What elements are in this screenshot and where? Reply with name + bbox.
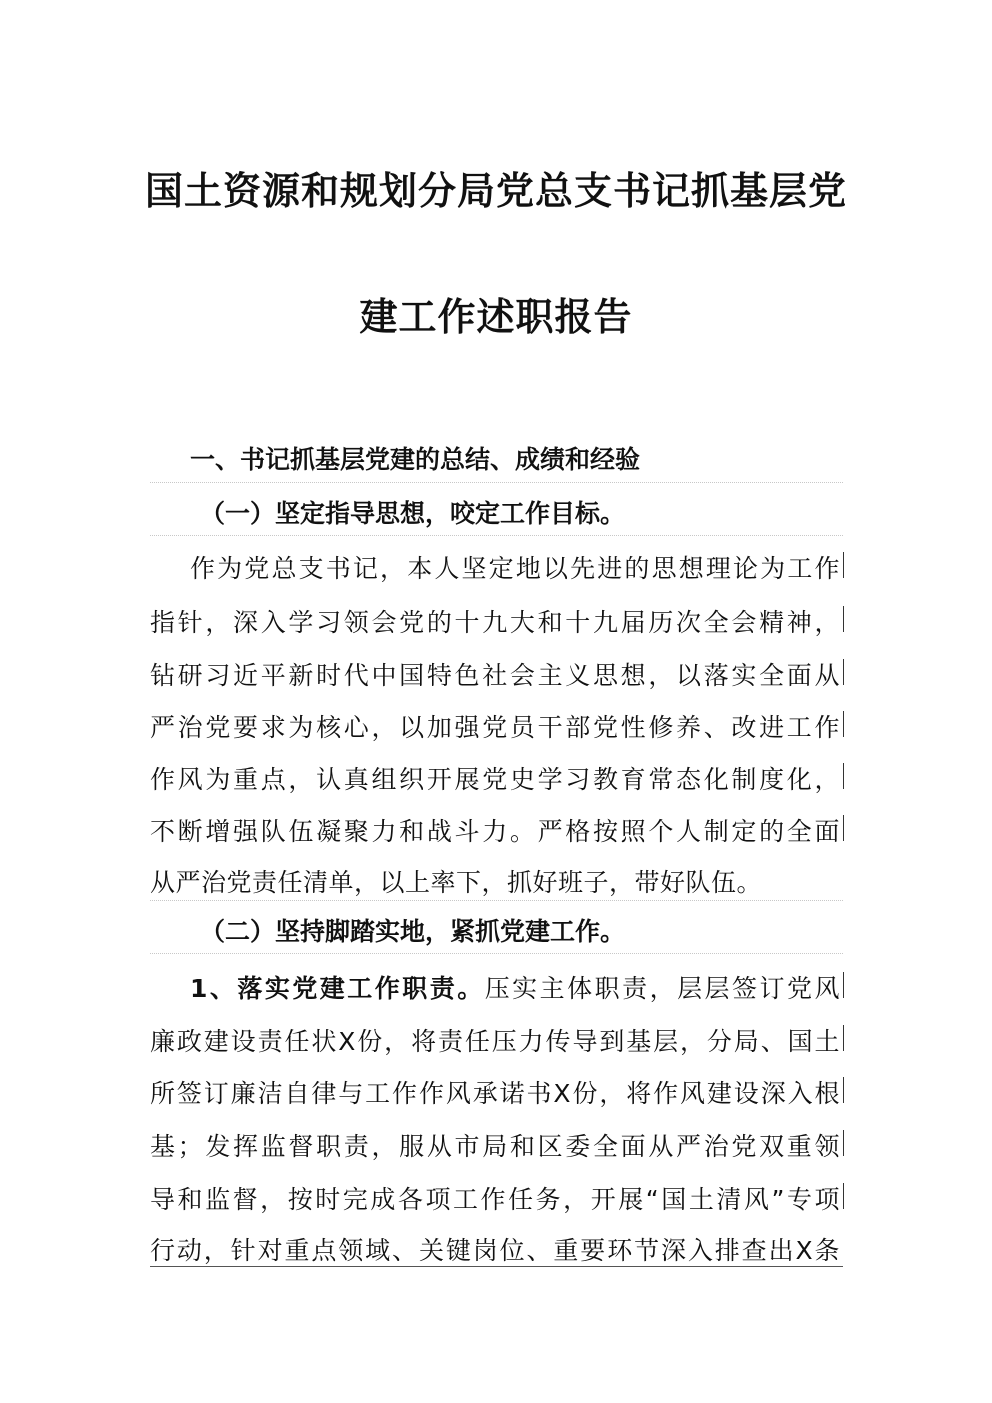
margin-bar xyxy=(843,552,844,578)
paragraph-line: 作为党总支书记，本人坚定地以先进的思想理论为工作 xyxy=(190,554,840,583)
page-bottom-rule xyxy=(150,1266,843,1267)
margin-bar xyxy=(843,763,844,789)
margin-bar xyxy=(843,1130,844,1156)
paragraph-line: 所签订廉洁自律与工作作风承诺书X份，将作风建设深入根 xyxy=(150,1079,840,1108)
paragraph-line: 严治党要求为核心，以加强党员干部党性修养、改进工作 xyxy=(150,713,840,742)
margin-bar xyxy=(843,659,844,685)
paragraph-line: 不断增强队伍凝聚力和战斗力。严格按照个人制定的全面 xyxy=(150,817,840,846)
margin-bar xyxy=(843,1183,844,1209)
paragraph-line: 钻研习近平新时代中国特色社会主义思想，以落实全面从 xyxy=(150,661,840,690)
paragraph-line: 从严治党责任清单，以上率下，抓好班子，带好队伍。 xyxy=(150,868,763,897)
subsection-heading-1: （一）坚定指导思想，咬定工作目标。 xyxy=(200,499,626,528)
paragraph-line: 指针，深入学习领会党的十九大和十九届历次全会精神， xyxy=(150,608,840,637)
margin-bar xyxy=(843,606,844,632)
document-title-line-1: 国土资源和规划分局党总支书记抓基层党 xyxy=(144,169,847,213)
item-text: 压实主体职责，层层签订党风 xyxy=(484,974,840,1003)
paragraph-line: 行动，针对重点领域、关键岗位、重要环节深入排查出X条 xyxy=(150,1236,840,1265)
section-heading: 一、书记抓基层党建的总结、成绩和经验 xyxy=(190,445,641,474)
item-lead: 1、落实党建工作职责。 xyxy=(190,974,485,1003)
subsection-heading-2: （二）坚持脚踏实地，紧抓党建工作。 xyxy=(200,917,626,946)
paragraph-line: 作风为重点，认真组织开展党史学习教育常态化制度化， xyxy=(150,765,840,794)
divider xyxy=(150,953,843,954)
margin-bar xyxy=(843,972,844,998)
paragraph-line: 廉政建设责任状X份，将责任压力传导到基层，分局、国土 xyxy=(150,1027,840,1056)
margin-bar xyxy=(843,711,844,737)
margin-bar xyxy=(843,815,844,841)
divider xyxy=(150,482,843,483)
paragraph-line: 导和监督，按时完成各项工作任务，开展“国土清风”专项 xyxy=(150,1185,840,1214)
divider xyxy=(150,535,843,536)
margin-bar xyxy=(843,1077,844,1103)
paragraph-line xyxy=(190,969,840,1005)
paragraph-line: 基；发挥监督职责，服从市局和区委全面从严治党双重领 xyxy=(150,1132,840,1161)
document-title-line-2: 建工作述职报告 xyxy=(359,295,633,339)
divider xyxy=(150,900,843,901)
margin-bar xyxy=(843,1025,844,1051)
